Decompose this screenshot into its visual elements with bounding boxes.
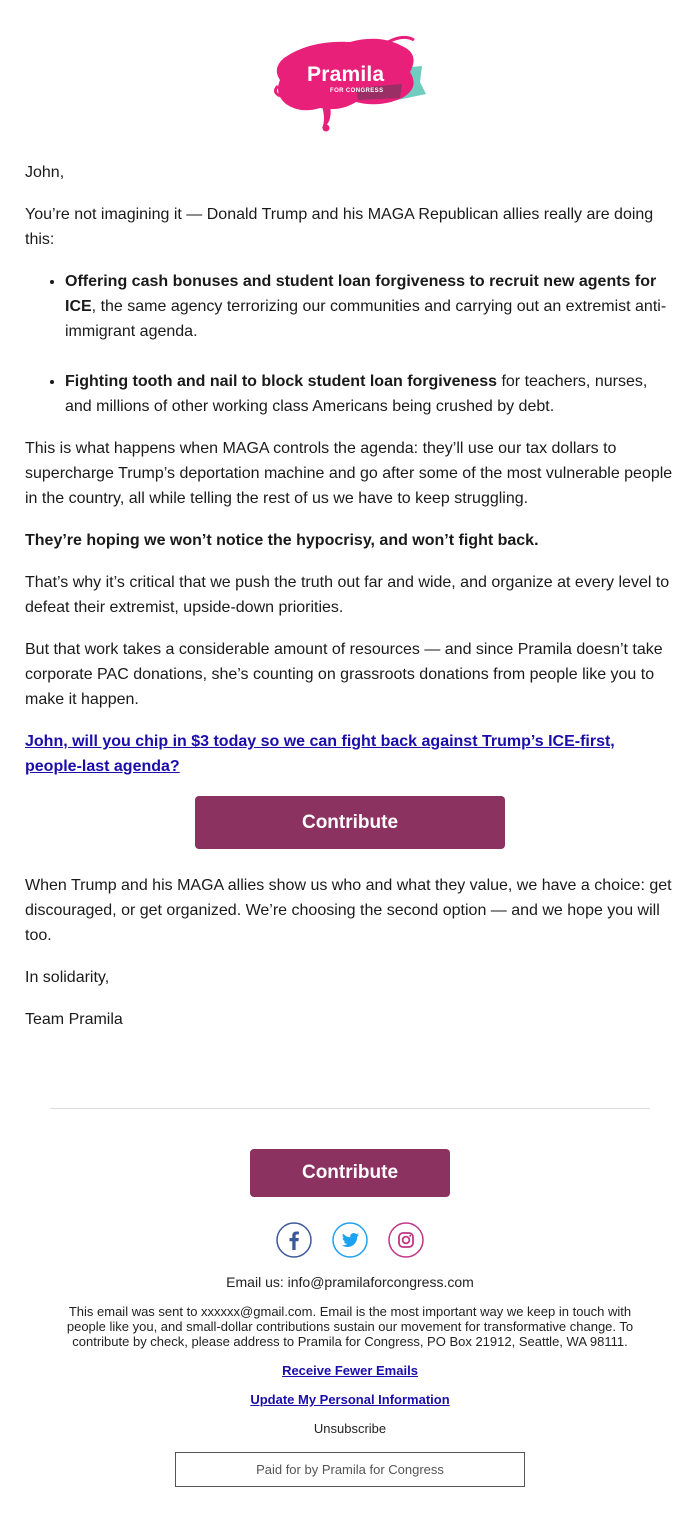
donate-ask-link[interactable]: John, will you chip in $3 today so we can fight back against Trump’s ICE-first, people-last agenda? (25, 733, 615, 775)
logo-subtitle: FOR CONGRESS (330, 88, 384, 94)
social-links (0, 1222, 700, 1258)
pramila-logo (270, 28, 430, 136)
hoping-bold-text: They’re hoping we won’t notice the hypocrisy, and won’t fight back. (25, 532, 539, 549)
twitter-icon[interactable] (332, 1222, 368, 1258)
bullet-bold-text: Fighting tooth and nail to block student loan forgiveness (65, 373, 497, 390)
bullet-list (25, 269, 675, 419)
footer-divider (50, 1108, 650, 1109)
logo-name: Pramila (307, 63, 385, 86)
resources-paragraph: But that work takes a considerable amount of resources — and since Pramila doesn’t take corporate PAC donations, she’s counting on grassroots donations from people like you to make it happen. (25, 641, 663, 708)
update-personal-info-link[interactable]: Update My Personal Information (250, 1392, 450, 1407)
signoff: In solidarity, (25, 969, 110, 986)
intro-paragraph: You’re not imagining it — Donald Trump and his MAGA Republican allies really are doing this: (25, 206, 654, 248)
bullet-text: for teachers, nurses, and millions of other working class Americans being crushed by debt. (65, 373, 648, 415)
footer-contribute-button[interactable]: Contribute (250, 1149, 450, 1197)
facebook-icon[interactable] (276, 1222, 312, 1258)
list-item (65, 269, 675, 344)
maga-paragraph: This is what happens when MAGA controls the agenda: they’ll use our tax dollars to supercharge Trump’s deportation machine and go after some of the most vulnerable people in the country, all while telling the rest of us we have to keep struggling. (25, 440, 673, 507)
list-item (65, 369, 675, 419)
bullet-bold-text: Offering cash bonuses and student loan forgiveness to recruit new agents for ICE (65, 273, 657, 315)
email-footer (0, 1149, 700, 1487)
signature: Team Pramila (25, 1011, 123, 1028)
paid-for-disclaimer: Paid for by Pramila for Congress (175, 1452, 525, 1487)
critical-paragraph: That’s why it’s critical that we push the truth out far and wide, and organize at every level to defeat their extremist, upside-down priorities. (25, 574, 670, 616)
email-body (25, 160, 675, 1049)
receive-fewer-emails-link[interactable]: Receive Fewer Emails (282, 1363, 418, 1378)
unsubscribe-link[interactable]: Unsubscribe (313, 1421, 387, 1436)
choice-paragraph: When Trump and his MAGA allies show us who and what they value, we have a choice: get discouraged, or get organized. We’re choosing the second option — and we hope you will too. (25, 877, 672, 944)
instagram-icon[interactable] (388, 1222, 424, 1258)
bullet-text: , the same agency terrorizing our communities and carrying out an extremist anti-immigrant agenda. (65, 298, 667, 340)
greeting: John, (25, 164, 65, 181)
footer-disclaimer: This email was sent to xxxxxx@gmail.com. Email is the most important way we keep in touch with people like you, and small-dollar contributions sustain our movement for transformative change. To contribute by check, please address to Pramila for Congress, PO Box 21912, Seattle, WA 98111. (66, 1304, 634, 1349)
ask-paragraph (25, 729, 675, 779)
contact-email: Email us: info@pramilaforcongress.com (226, 1274, 474, 1290)
contribute-button[interactable]: Contribute (195, 796, 505, 849)
hoping-paragraph (25, 528, 675, 553)
